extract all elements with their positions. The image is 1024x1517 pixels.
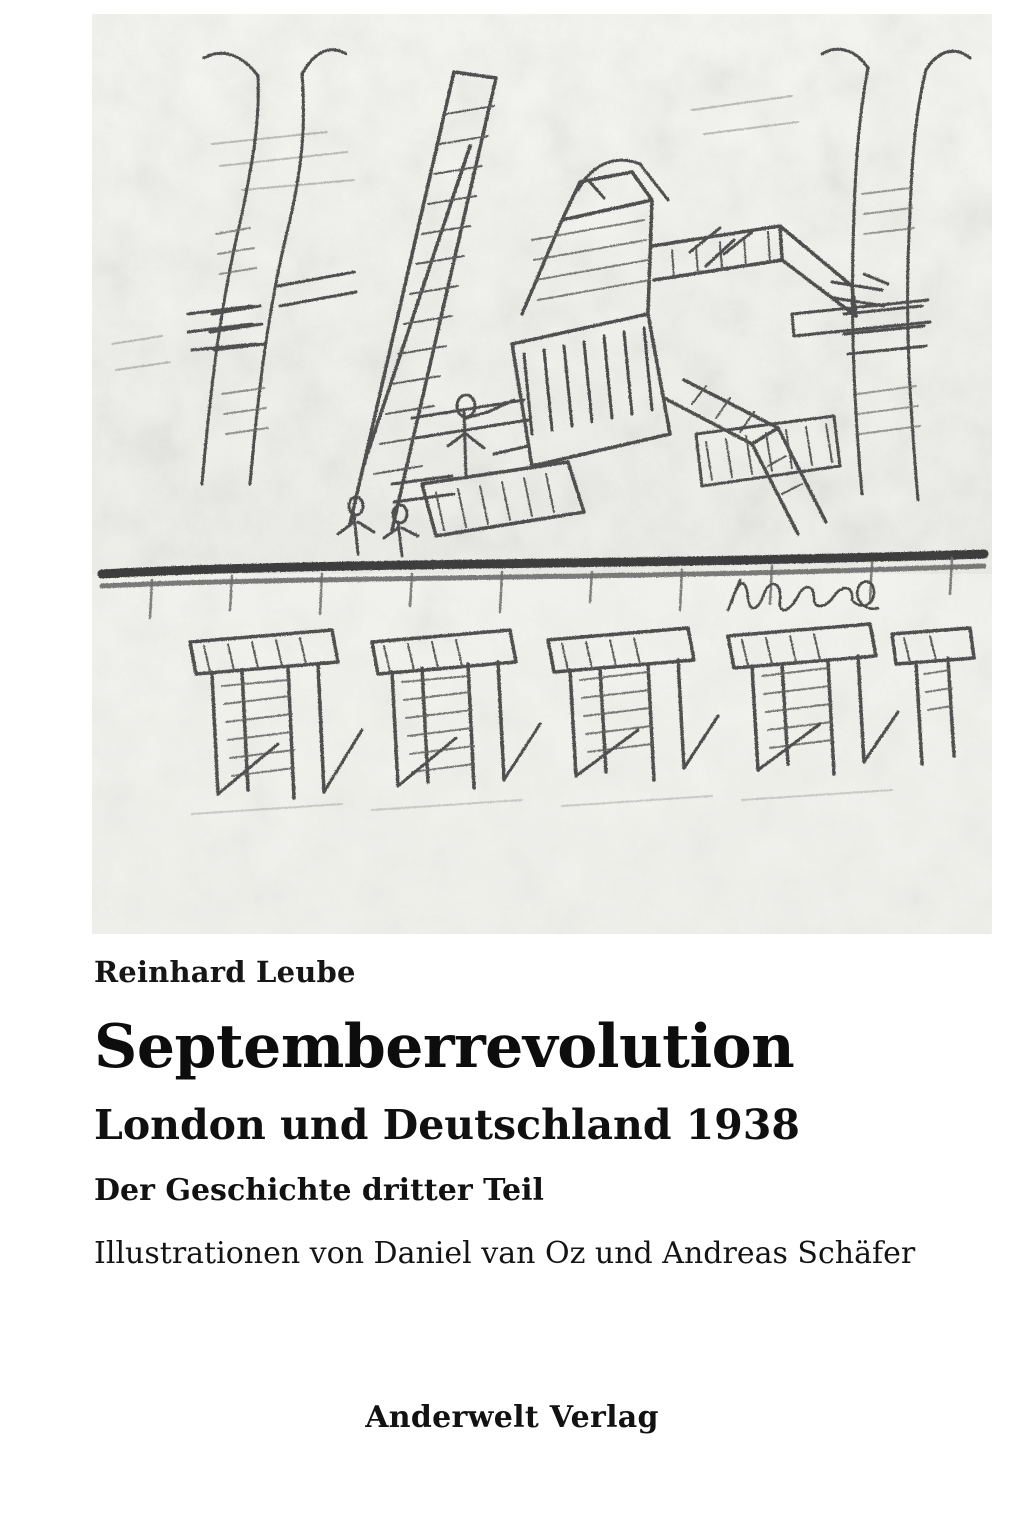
book-title: Septemberrevolution [94, 1012, 795, 1082]
author-name: Reinhard Leube [94, 955, 356, 989]
illustrators-credit: Illustrationen von Daniel van Oz und Andreas Schäfer [94, 1236, 916, 1272]
book-part: Der Geschichte dritter Teil [94, 1173, 544, 1209]
cover-illustration [92, 14, 992, 934]
cover-text-block [94, 955, 934, 1271]
book-subtitle: London und Deutschland 1938 [94, 1101, 800, 1150]
pencil-sketch-icon [92, 14, 992, 934]
publisher-name: Anderwelt Verlag [365, 1400, 659, 1435]
